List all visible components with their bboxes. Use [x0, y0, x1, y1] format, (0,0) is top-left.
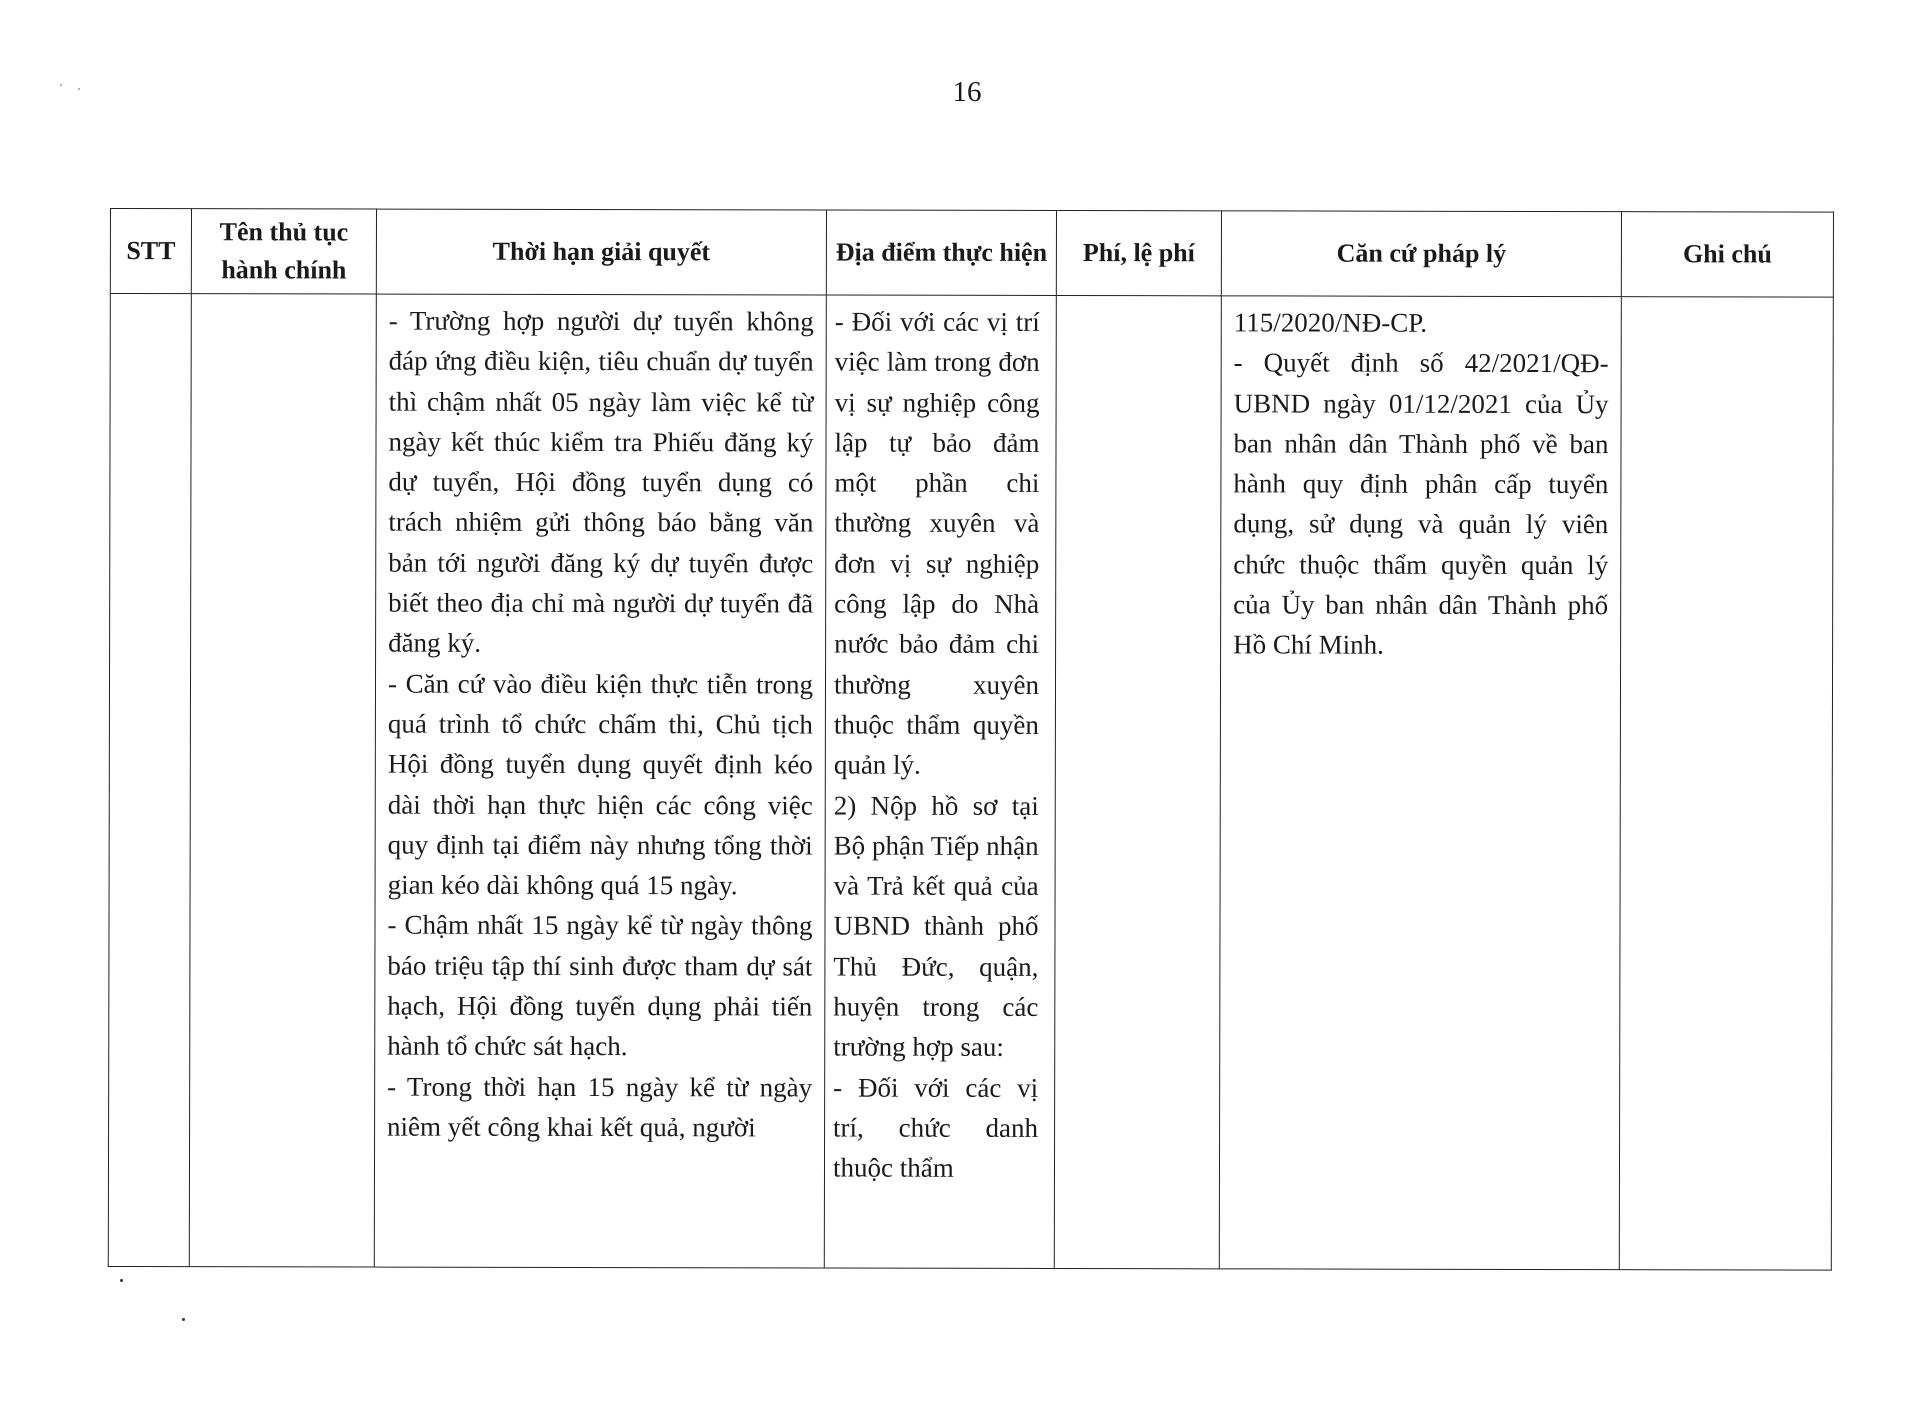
header-location: Địa điểm thực hiện	[826, 210, 1056, 295]
header-notes: Ghi chú	[1621, 212, 1833, 297]
scan-speck	[78, 88, 80, 90]
resolution-time-paragraph: - Chậm nhất 15 ngày kể từ ngày thông báo triệu tập thí sinh được tham dự sát hạch, Hội đồng tuyển dụng phải tiến hành tổ chức sát hạch.	[387, 910, 813, 1062]
fee-value	[1057, 296, 1221, 302]
header-procedure-name: Tên thủ tục hành chính	[191, 209, 376, 294]
cell-fee	[1054, 295, 1221, 1268]
procedure-table	[108, 208, 1834, 1271]
cell-resolution-time	[374, 294, 826, 1268]
location-paragraph: - Đối với các vị trí, chức danh thuộc thẩm	[832, 1072, 1039, 1184]
resolution-time-paragraph: - Căn cứ vào điều kiện thực tiễn trong quá trình tổ chức chấm thi, Chủ tịch Hội đồng tuyển dụng quyết định kéo dài thời hạn thực hiện các công việc quy định tại điểm này nhưng tổng thời gian kéo dài không quá 15 ngày.	[387, 668, 814, 901]
legal-basis-paragraph: 115/2020/NĐ-CP.	[1233, 307, 1428, 338]
header-resolution-time: Thời hạn giải quyết	[376, 209, 826, 295]
cell-location	[824, 295, 1056, 1268]
location-paragraph: 2) Nộp hồ sơ tại Bộ phận Tiếp nhận và Trả kết quả của UBND thành phố Thủ Đức, quận, huyện trong các trường hợp sau:	[833, 790, 1039, 1063]
cell-legal-basis	[1219, 296, 1621, 1270]
notes-value	[1622, 297, 1833, 303]
procedure-name-value	[192, 294, 376, 300]
page-number: 16	[952, 76, 982, 108]
header-legal-basis: Căn cứ pháp lý	[1221, 211, 1621, 297]
scan-speck	[60, 84, 62, 86]
cell-procedure-name	[189, 294, 376, 1267]
scan-speck	[182, 1318, 185, 1321]
resolution-time-paragraph: - Trường hợp người dự tuyển không đáp ứng điều kiện, tiêu chuẩn dự tuyển thì chậm nhất 05 ngày làm việc kể từ ngày kết thúc kiểm tra Phiếu đăng ký dự tuyển, Hội đồng tuyển dụng có trách nhiệm gửi thông báo bằng văn bản tới người đăng ký dự tuyển được biết theo địa chỉ mà người dự tuyển đã đăng ký.	[388, 305, 814, 659]
resolution-time-paragraph: - Trong thời hạn 15 ngày kể từ ngày niêm yết công khai kết quả, người	[387, 1071, 813, 1143]
scan-speck	[120, 1279, 123, 1282]
table-header-row	[110, 209, 1833, 298]
stt-value	[111, 294, 191, 300]
location-paragraph: - Đối với các vị trí việc làm trong đơn vị sự nghiệp công lập tự bảo đảm một phần chi thường xuyên và đơn vị sự nghiệp công lập do Nhà nước bảo đảm chi thường xuyên thuộc thẩm quyền quản lý.	[833, 306, 1040, 780]
table-row	[108, 294, 1833, 1271]
cell-stt	[108, 294, 191, 1267]
legal-basis-paragraph: - Quyết định số 42/2021/QĐ-UBND ngày 01/12/2021 của Ủy ban nhân dân Thành phố về ban hành quy định phân cấp tuyển dụng, sử dụng và quản lý viên chức thuộc thẩm quyền quản lý của Ủy ban nhân dân Thành phố Hồ Chí Minh.	[1233, 347, 1609, 661]
header-stt: STT	[110, 209, 191, 294]
header-fee: Phí, lệ phí	[1056, 210, 1221, 295]
cell-notes	[1619, 297, 1833, 1270]
